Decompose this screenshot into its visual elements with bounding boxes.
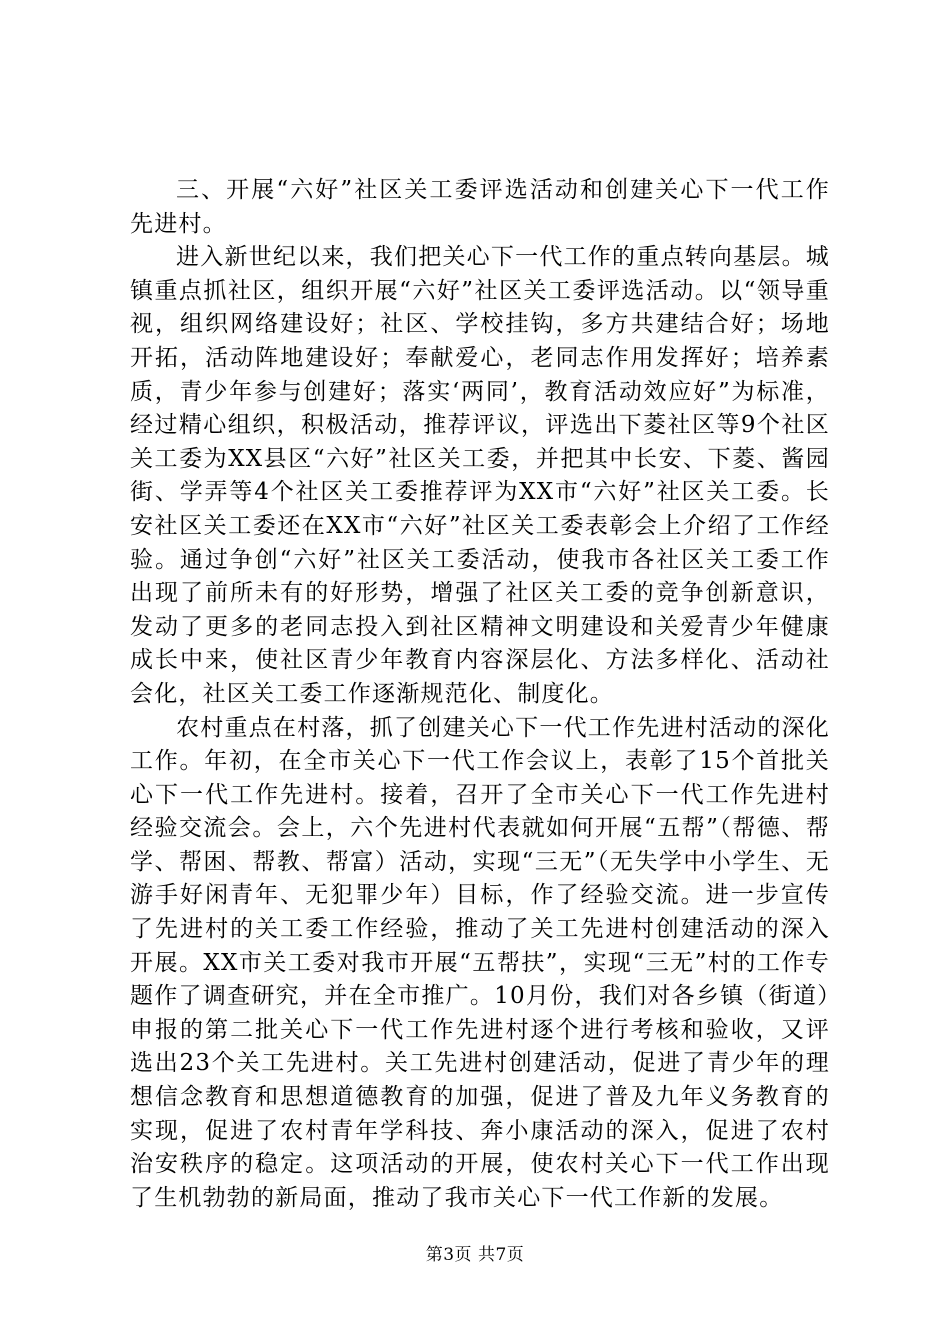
document-body [130,174,830,1215]
paragraph-village: 农村重点在村落，抓了创建关心下一代工作先进村活动的深化工作。年初，在全市关心下一代工作会议上，表彰了15个首批关心下一代工作先进村。接着，召开了全市关心下一代工作先进村经验交流会。会上，六个先进村代表就如何开展“五帮”（帮德、帮学、帮困、帮教、帮富）活动，实现“三无”（无失学中小学生、无游手好闲青年、无犯罪少年）目标，作了经验交流。进一步宣传了先进村的关工委工作经验，推动了关工先进村创建活动的深入开展。XX市关工委对我市开展“五帮扶”，实现“三无”村的工作专题作了调查研究，并在全市推广。10月份，我们对各乡镇（街道）申报的第二批关心下一代工作先进村逐个进行考核和验收，又评选出23个关工先进村。关工先进村创建活动，促进了青少年的理想信念教育和思想道德教育的加强，促进了普及九年义务教育的实现，促进了农村青年学科技、奔小康活动的深入，促进了农村治安秩序的稳定。这项活动的开展，使农村关心下一代工作出现了生机勃勃的新局面，推动了我市关心下一代工作新的发展。 [130,714,830,1211]
paragraph-community: 进入新世纪以来，我们把关心下一代工作的重点转向基层。城镇重点抓社区，组织开展“六好”社区关工委评选活动。以“领导重视，组织网络建设好；社区、学校挂钩，多方共建结合好；场地开拓，活动阵地建设好；奉献爱心，老同志作用发挥好；培养素质，青少年参与创建好；落实‘两同’，教育活动效应好”为标准，经过精心组织，积极活动，推荐评议，评选出下菱社区等9个社区关工委为XX县区“六好”社区关工委，并把其中长安、下菱、酱园街、学弄等4个社区关工委推荐评为XX市“六好”社区关工委。长安社区关工委还在XX市“六好”社区关工委表彰会上介绍了工作经验。通过争创“六好”社区关工委活动，使我市各社区关工委工作出现了前所未有的好形势，增强了社区关工委的竞争创新意识，发动了更多的老同志投入到社区精神文明建设和关爱青少年健康成长中来，使社区青少年教育内容深层化、方法多样化、活动社会化，社区关工委工作逐渐规范化、制度化。 [130,244,830,707]
page-footer: 第3页 共7页 [425,1245,525,1265]
paragraph-heading: 三、开展“六好”社区关工委评选活动和创建关心下一代工作先进村。 [130,177,830,237]
